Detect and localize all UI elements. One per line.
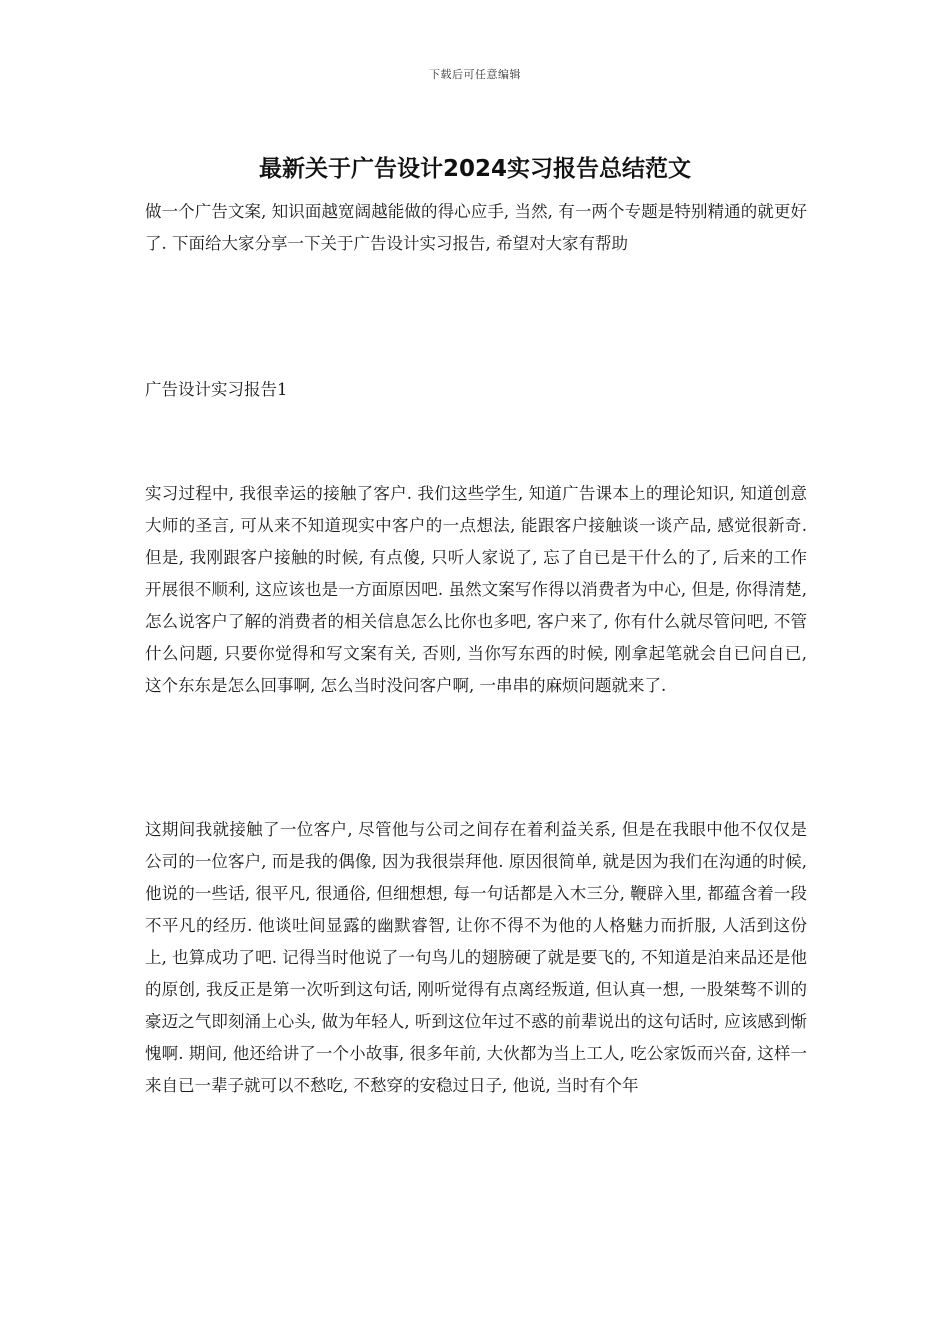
body-paragraph: 实习过程中, 我很幸运的接触了客户. 我们这些学生, 知道广告课本上的理论知识, 知道创意大师的圣言, 可从来不知道现实中客户的一点想法, 能跟客户接触谈一谈产品, 感觉很新奇. 但是, 我刚跟客户接触的时候, 有点傻, 只听人家说了, 忘了自已是干什么的了, 后来的工作开展很不顺利, 这应该也是一方面原因吧. 虽然文案写作得以消费者为中心, 但是, 你得清楚, 怎么说客户了解的消费者的相关信息怎么比你也多吧, 客户来了, 你有什么就尽管问吧, 不管什么问题, 只要你觉得和写文案有关, 否则, 当你写东西的时候, 刚拿起笔就会自已问自已, 这个东东是怎么回事啊, 怎么当时没问客户啊, 一串串的麻烦问题就来了. — [145, 484, 807, 695]
header-note: 下载后可任意编辑 — [429, 68, 521, 81]
intro-paragraph: 做一个广告文案, 知识面越宽阔越能做的得心应手, 当然, 有一两个专题是特别精通的就更好了. 下面给大家分享一下关于广告设计实习报告, 希望对大家有帮助 — [145, 202, 807, 253]
page-title: 最新关于广告设计2024实习报告总结范文 — [258, 156, 691, 182]
section-heading: 广告设计实习报告1 — [145, 380, 288, 399]
body-paragraph: 这期间我就接触了一位客户, 尽管他与公司之间存在着利益关系, 但是在我眼中他不仅仅是公司的一位客户, 而是我的偶像, 因为我很崇拜他. 原因很简单, 就是因为我们在沟通的时候, 他说的一些话, 很平凡, 很通俗, 但细想想, 每一句话都是入木三分, 鞭辟入里, 都蕴含着一段不平凡的经历. 他谈吐间显露的幽默睿智, 让你不得不为他的人格魅力而折服, 人活到这份上, 也算成功了吧. 记得当时他说了一句鸟儿的翅膀硬了就是要飞的, 不知道是泊来品还是他的原创, 我反正是第一次听到这句话, 刚听觉得有点离经叛道, 但认真一想, 一股桀骜不训的豪迈之气即刻涌上心头, 做为年轻人, 听到这位年过不惑的前辈说出的这句话时, 应该感到惭愧啊. 期间, 他还给讲了一个小故事, 很多年前, 大伙都为当上工人, 吃公家饭而兴奋, 这样一来自已一辈子就可以不愁吃, 不愁穿的安稳过日子, 他说, 当时有个年 — [145, 820, 807, 1095]
